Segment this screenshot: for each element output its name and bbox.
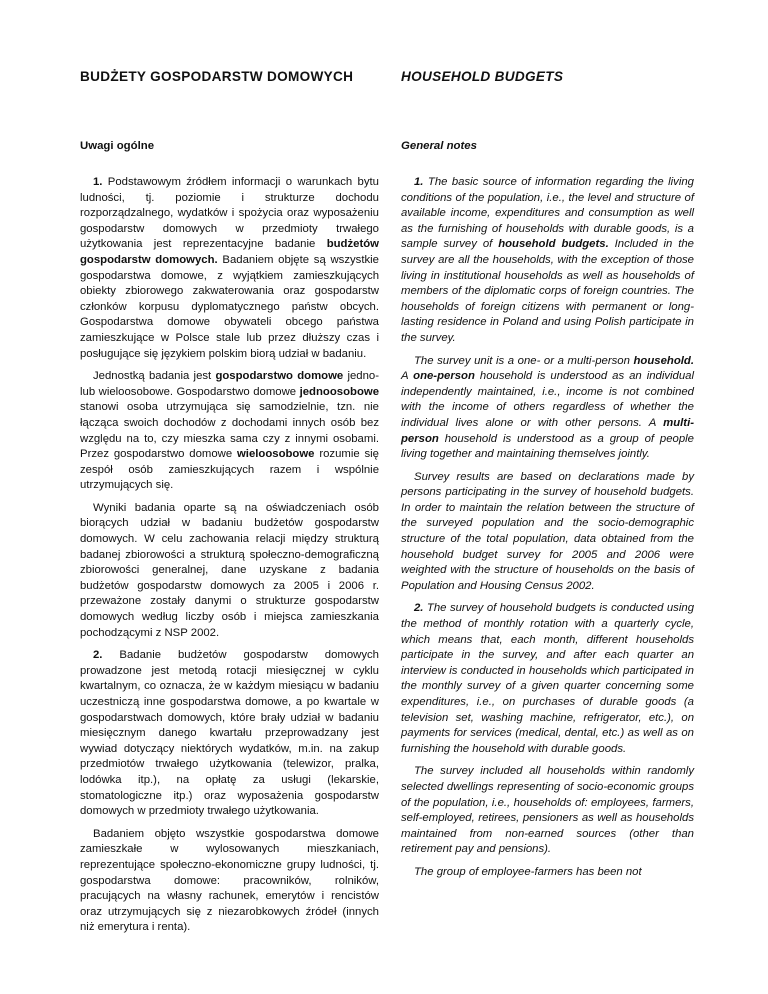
paragraph-number: 1. [93, 176, 103, 188]
page-title-pl: BUDŻETY GOSPODARSTW DOMOWYCH [80, 69, 354, 84]
paragraph-2-en: The survey unit is a one- or a multi-person household. A one-person household is understood as an individual independently maintained, i.e., income is not combined with the income of others regardless of whether the individual lives alone or with other persons. A multi-person household is understood as a group of people living together and maintaining themselves jointly. [401, 354, 695, 461]
paragraph-3-en: Survey results are based on declarations made by persons participating in the survey of household budgets. In order to maintain the relation between the structure of the surveyed population and the socio-demographic structure of the total population, data obtained from the household budget survey for 2005 and 2006 were weighted with the structure of households on the basis of Population and Housing Census 2002. [401, 470, 694, 592]
body-text-pl [80, 175, 379, 943]
paragraph-2-pl: Jednostką badania jest gospodarstwo domowe jedno- lub wieloosobowe. Gospodarstwo domowe jednoosobowe stanowi osoba utrzymująca się samodzielnie, tzn. nie łącząca swoich dochodów z dochodami innych osób bez względu na to, czy mieszka sama czy z innymi osobami. Przez gospodarstwo domowe wieloosobowe rozumie się zespół osób zamieszkujących razem i wspólnie utrzymujących się. [80, 370, 379, 492]
bold-term: multi-person [401, 416, 694, 445]
paragraph-4-pl: 2. Badanie budżetów gospodarstw domowych prowadzone jest metodą rotacji miesięcznej w cyklu kwartalnym, co oznacza, że w każdym miesiącu w badaniu uczestniczą inne gospodarstwa domowe, a po kwartale w gospodarstwach domowych, które brały udział w badaniu miesięcznym danego kwartału przeprowadzany jest wywiad dotyczący niektórych wydatków, m.in. na zakup przedmiotów trwałego użytkowania (telewizor, pralka, lodówka itp.), na opłatę za usługi (lekarskie, stomatologiczne itp.) oraz wyposażenia gospodarstw domowych w przedmioty trwałego użytkowania. [80, 649, 379, 818]
bold-term: one-person [413, 370, 475, 383]
bold-term: wieloosobowe [236, 448, 315, 461]
page-title-en: HOUSEHOLD BUDGETS [401, 69, 564, 84]
paragraph-1-en: 1. The basic source of information regarding the living conditions of the population, i.e., the level and structure of available income, expenditures and consumption as well as the furnishing of households with durable goods, is a sample survey of household budgets. Included in the survey are all the households, with the exception of those living in institutional households as well as households of members of the diplomatic corps of foreign countries. The households of foreign citizens with permanent or long-lasting residence in Poland and using Polish participate in the survey. [401, 176, 694, 344]
paragraph-number: 2. [93, 649, 103, 662]
bold-term: household. [633, 354, 694, 367]
paragraph-number: 2. [414, 602, 424, 615]
section-heading-en: General notes [401, 140, 477, 152]
body-text-en [401, 175, 694, 888]
paragraph-1-pl: 1. Podstawowym źródłem informacji o warunkach bytu ludności, tj. poziomie i strukturze dochodu rozporządzalnego, wydatków i spożycia oraz wyposażeniu gospodarstw domowych w przedmioty trwałego użytkowania jest reprezentacyjne badanie budżetów gospodarstw domowych. Badaniem objęte są wszystkie gospodarstwa domowe, z wyjątkiem zamieszkujących obiekty zbiorowego zakwaterowania oraz gospodarstw członków korpusu dyplomatycznego państw obcych. Gospodarstwa domowe obywateli obcego państwa zamieszkujące w Polsce stale lub przez dłuższy czas i posługujące się językiem polskim biorą udział w badaniu. [80, 176, 379, 360]
paragraph-5-pl: Badaniem objęto wszystkie gospodarstwa domowe zamieszkałe w wylosowanych mieszkaniach, reprezentujące społeczno-ekonomiczne grupy ludności, tj. gospodarstwa domowe: pracowników, rolników, pracujących na własny rachunek, emerytów i rencistów oraz utrzymujących się z niezarobkowych źródeł (innych niż emerytura i renta). [80, 827, 379, 934]
paragraph-5-en: The survey included all households within randomly selected dwellings representing of socio-economic groups of the population, i.e., households of: employees, farmers, self-employed, retirees, pensioners as well as households maintained from non-earned sources (other than retirement pay and pensions). [401, 765, 694, 856]
paragraph-4-en: 2. The survey of household budgets is conducted using the method of monthly rotation with a quarterly cycle, which means that, each month, different households participate in the survey, and after each quarter an interview is conducted in households which participated in the monthly survey of a given quarter concerning some expenditures, i.e., on purchases of durable goods (a television set, washing machine, refrigerator, etc.), on payments for services (medical, dental, etc.) as well as on furnishing the household with durable goods. [401, 602, 694, 755]
bold-term: gospodarstwo domowe [215, 370, 344, 383]
paragraph-number: 1. [414, 176, 424, 188]
section-heading-pl: Uwagi ogólne [80, 140, 155, 152]
bold-term: jednoosobowe [299, 385, 379, 398]
bold-term: household budgets. [498, 238, 609, 251]
paragraph-3-pl: Wyniki badania oparte są na oświadczeniach osób biorących udział w badaniu budżetów gospodarstw domowych. W celu zachowania relacji między strukturą badanej zbiorowości a strukturą społeczno-demograficzną zbiorowości generalnej, dane uzyskane z badania budżetów gospodarstw domowych za 2005 i 2006 r. przeważone zostały danymi o strukturze gospodarstw domowych według liczby osób i miejsca zamieszkania pochodzącymi z NSP 2002. [80, 501, 379, 639]
paragraph-6-en: The group of employee-farmers has been not [414, 865, 642, 878]
bold-term: budżetów gospodarstw domowych. [80, 238, 379, 266]
